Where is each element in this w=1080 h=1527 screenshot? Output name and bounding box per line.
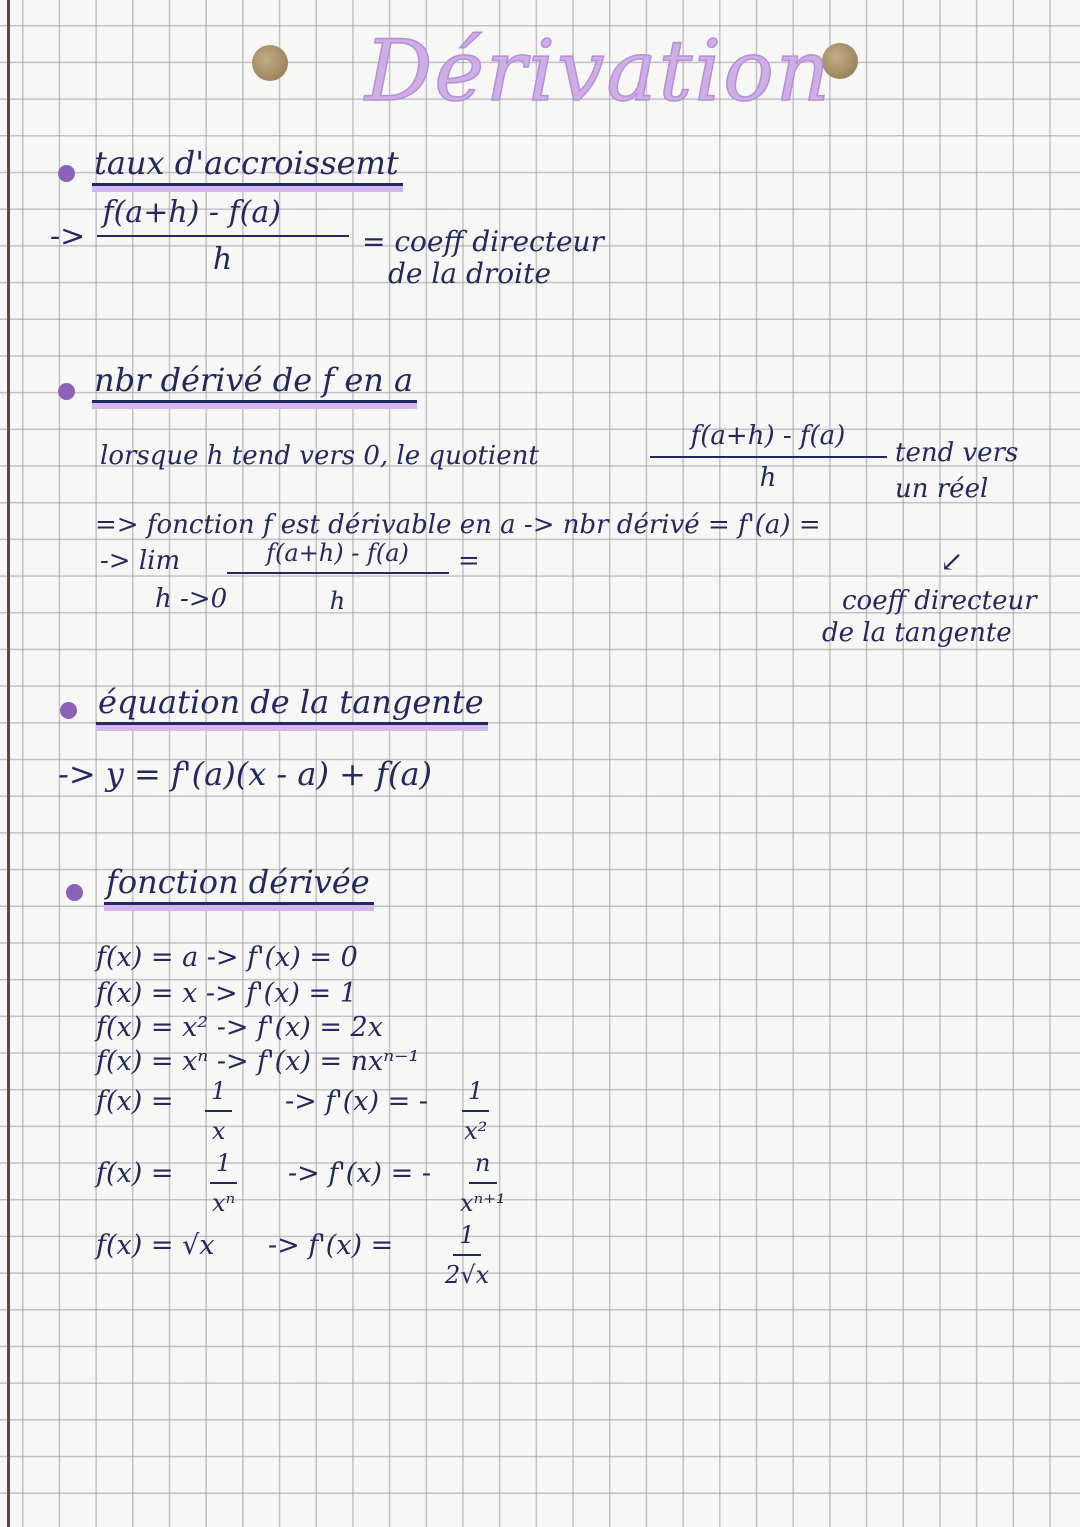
numerator: f(a+h) - f(a) <box>650 422 887 458</box>
fraction <box>205 1078 232 1145</box>
bullet-icon <box>66 884 83 901</box>
punch-hole <box>252 45 288 81</box>
fraction <box>460 1150 506 1217</box>
text: lorsque h tend vers 0, le quotient <box>100 441 539 471</box>
numerator: n <box>469 1150 496 1184</box>
rule-lhs: f(x) = <box>96 1086 174 1117</box>
rule-mid: -> f'(x) = - <box>288 1158 431 1189</box>
text: tend vers <box>895 438 1019 468</box>
fraction <box>648 422 888 494</box>
rule: f(x) = x² -> f'(x) = 2x <box>96 1012 383 1043</box>
text: => fonction f est dérivable en a -> nbr dérivé = f'(a) = <box>95 510 821 540</box>
heading-tangente: équation de la tangente <box>96 686 488 725</box>
text: = <box>458 546 480 576</box>
numerator: f(a+h) - f(a) <box>227 540 449 574</box>
numerator: f(a+h) - f(a) <box>97 196 349 237</box>
fraction <box>225 540 450 615</box>
heading-taux: taux d'accroissemt <box>92 147 403 186</box>
rule: f(x) = xⁿ -> f'(x) = nxⁿ⁻¹ <box>96 1046 420 1077</box>
bullet-icon <box>58 165 75 182</box>
arrow-icon: ↙ <box>940 545 964 578</box>
heading-fonction-derivee: fonction dérivée <box>104 866 374 905</box>
fraction <box>95 196 350 277</box>
margin-line <box>7 0 10 1527</box>
fraction <box>462 1078 489 1145</box>
denominator: x² <box>464 1116 488 1145</box>
lim-sub: h ->0 <box>155 584 228 614</box>
page-title: Dérivation <box>365 22 832 120</box>
fraction <box>210 1150 237 1217</box>
fraction <box>445 1222 489 1289</box>
rule-mid: -> f'(x) = - <box>285 1086 428 1117</box>
bullet-icon <box>58 383 75 400</box>
rule-lhs: f(x) = √x <box>96 1230 215 1261</box>
arrow: -> <box>50 219 86 254</box>
denominator: 2√x <box>445 1260 490 1289</box>
numerator: 1 <box>205 1078 232 1112</box>
lim-label: -> lim <box>100 546 181 576</box>
formula: -> y = f'(a)(x - a) + f(a) <box>58 755 433 793</box>
note: de la tangente <box>822 618 1012 648</box>
denominator: x <box>211 1116 226 1145</box>
text: un réel <box>895 474 989 504</box>
rule-lhs: f(x) = <box>96 1158 174 1189</box>
rule: f(x) = a -> f'(x) = 0 <box>96 942 358 973</box>
equals-text-2: de la droite <box>388 257 551 290</box>
note: coeff directeur <box>842 586 1037 616</box>
denominator: h <box>329 586 346 615</box>
numerator: 1 <box>210 1150 237 1184</box>
numerator: 1 <box>453 1222 480 1256</box>
bullet-icon <box>60 702 77 719</box>
denominator: h <box>212 241 233 277</box>
denominator: xⁿ <box>212 1188 236 1217</box>
numerator: 1 <box>462 1078 489 1112</box>
denominator: h <box>759 462 777 493</box>
heading-nbr-derive: nbr dérivé de f en a <box>92 364 417 403</box>
denominator: xⁿ⁺¹ <box>460 1188 506 1217</box>
rule-mid: -> f'(x) = <box>268 1230 394 1261</box>
rule: f(x) = x -> f'(x) = 1 <box>96 978 357 1009</box>
equals-text: = coeff directeur <box>362 225 604 258</box>
